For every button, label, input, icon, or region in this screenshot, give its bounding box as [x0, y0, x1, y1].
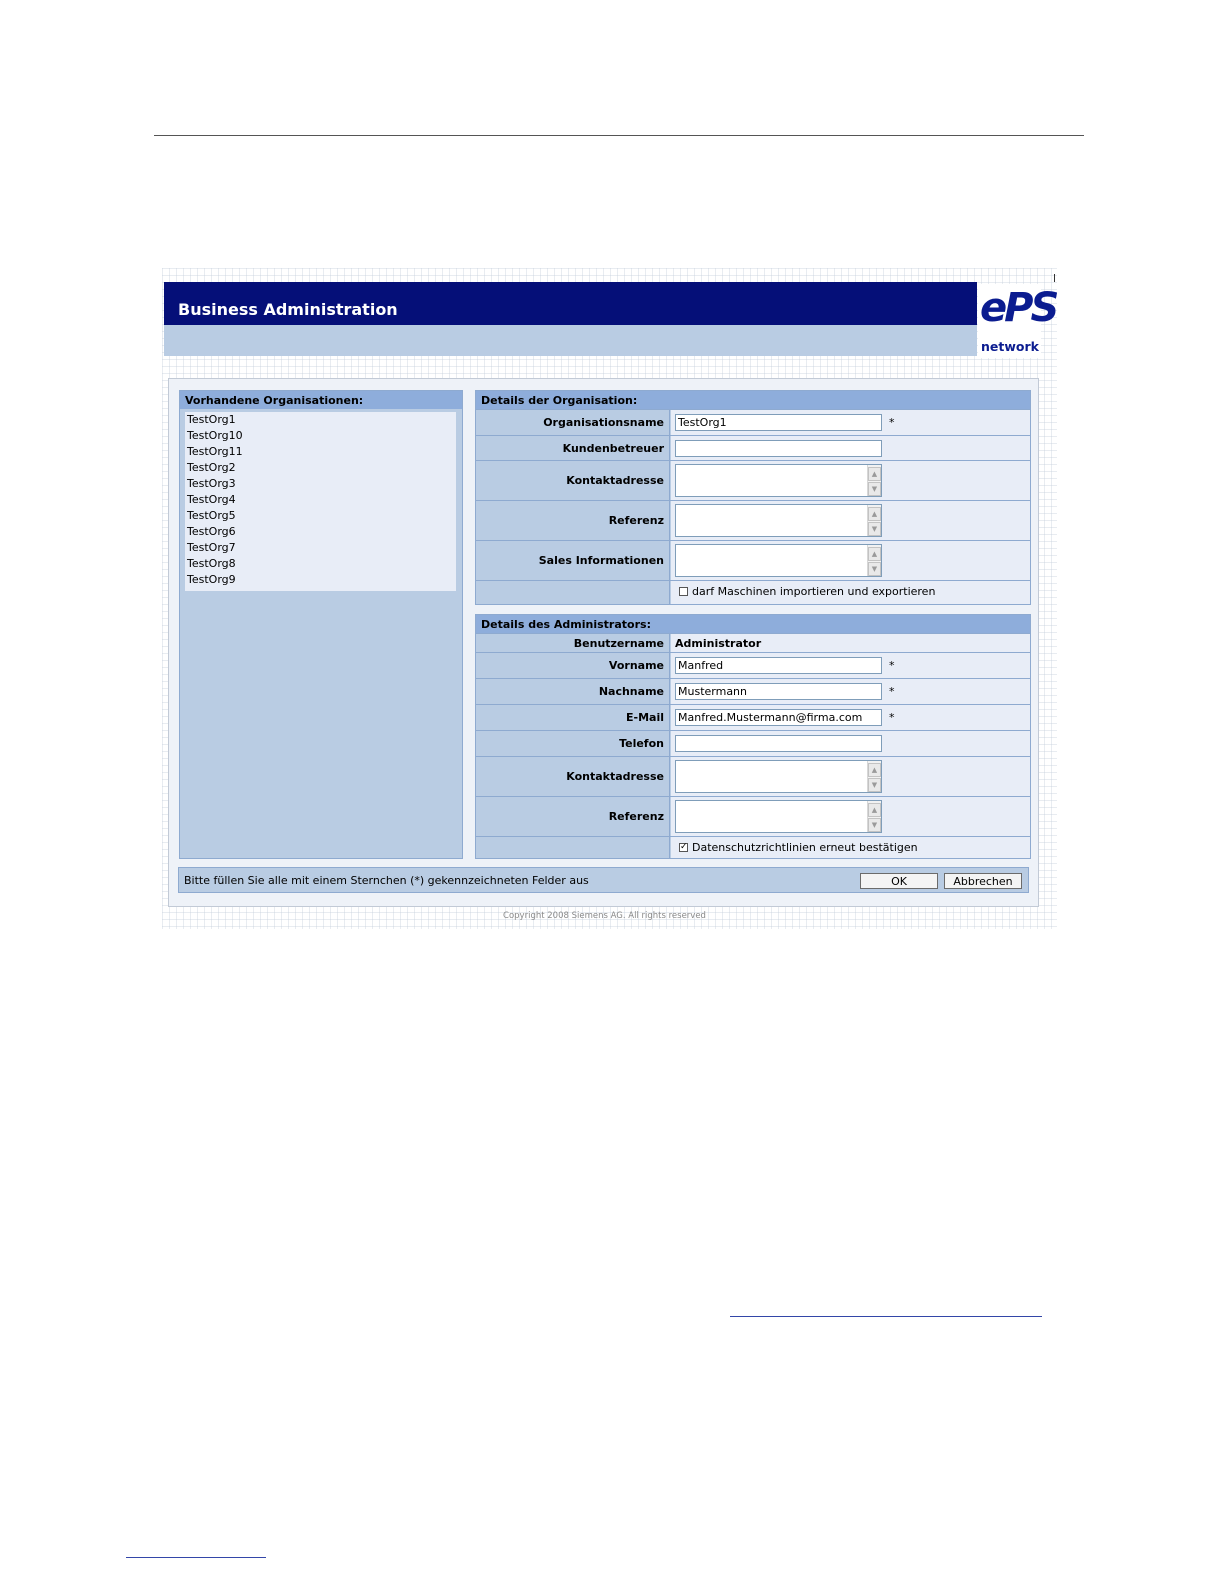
required-marker: *	[889, 416, 895, 429]
email-label: E-Mail	[626, 711, 664, 724]
list-item[interactable]: TestOrg7	[187, 541, 236, 554]
org-details-panel	[475, 390, 1031, 605]
page-header-rule	[154, 135, 1084, 136]
admin-details-header: Details des Administrators:	[476, 615, 1030, 633]
sales-info-label: Sales Informationen	[538, 554, 664, 567]
lastname-row	[476, 678, 1030, 704]
required-marker: *	[889, 711, 895, 724]
scroll-up-icon[interactable]: ▲	[868, 763, 881, 777]
required-marker: *	[889, 659, 895, 672]
account-manager-row	[476, 435, 1030, 460]
account-manager-label: Kundenbetreuer	[562, 442, 664, 455]
firstname-row	[476, 652, 1030, 678]
list-item[interactable]: TestOrg3	[187, 477, 236, 490]
admin-reference-row	[476, 796, 1030, 836]
action-bar	[178, 867, 1029, 893]
footnote-underline	[126, 1557, 266, 1558]
username-row	[476, 633, 1030, 652]
admin-contact-row	[476, 756, 1030, 796]
privacy-checkbox[interactable]: ✓	[680, 842, 688, 852]
privacy-row	[476, 836, 1030, 858]
sub-banner	[164, 325, 977, 356]
phone-input[interactable]	[675, 735, 882, 752]
admin-contact-label: Kontaktadresse	[566, 770, 664, 783]
list-item[interactable]: TestOrg1	[187, 413, 236, 426]
firstname-input[interactable]: Manfred	[675, 657, 882, 674]
org-name-label: Organisationsname	[543, 416, 664, 429]
title-banner	[164, 282, 977, 325]
admin-reference-label: Referenz	[608, 810, 664, 823]
content-frame	[168, 378, 1039, 907]
org-contact-textarea[interactable]	[675, 464, 882, 497]
import-export-row	[476, 580, 1030, 604]
scroll-down-icon[interactable]: ▼	[868, 778, 881, 792]
organizations-header: Vorhandene Organisationen:	[180, 391, 462, 409]
email-input[interactable]: Manfred.Mustermann@firma.com	[675, 709, 882, 726]
scroll-down-icon[interactable]: ▼	[868, 522, 881, 536]
sales-info-textarea[interactable]	[675, 544, 882, 577]
scrollbar[interactable]	[867, 465, 881, 496]
list-item[interactable]: TestOrg2	[187, 461, 236, 474]
org-reference-textarea[interactable]	[675, 504, 882, 537]
eps-network-logo	[978, 284, 1057, 358]
list-item[interactable]: TestOrg10	[187, 429, 243, 442]
scroll-down-icon[interactable]: ▼	[868, 562, 881, 576]
org-reference-label: Referenz	[608, 514, 664, 527]
list-item[interactable]: TestOrg6	[187, 525, 236, 538]
org-details-header: Details der Organisation:	[476, 391, 1030, 409]
import-export-label: darf Maschinen importieren und exportieren	[692, 585, 936, 598]
scroll-up-icon[interactable]: ▲	[868, 507, 881, 521]
scroll-down-icon[interactable]: ▼	[868, 482, 881, 496]
link-underline	[730, 1316, 1042, 1317]
org-contact-row	[476, 460, 1030, 500]
org-name-input[interactable]: TestOrg1	[675, 414, 882, 431]
org-reference-row	[476, 500, 1030, 540]
firstname-label: Vorname	[608, 659, 664, 672]
email-row	[476, 704, 1030, 730]
username-label: Benutzername	[573, 637, 664, 650]
scrollbar[interactable]	[867, 761, 881, 792]
username-value: Administrator	[675, 637, 762, 650]
scroll-up-icon[interactable]: ▲	[868, 803, 881, 817]
scroll-up-icon[interactable]: ▲	[868, 547, 881, 561]
admin-reference-textarea[interactable]	[675, 800, 882, 833]
import-export-checkbox[interactable]	[679, 587, 688, 596]
org-name-row	[476, 409, 1030, 435]
org-contact-label: Kontaktadresse	[566, 474, 664, 487]
list-item[interactable]: TestOrg5	[187, 509, 236, 522]
lastname-label: Nachname	[598, 685, 664, 698]
sales-info-row	[476, 540, 1030, 580]
ok-button[interactable]: OK	[860, 873, 938, 889]
list-item[interactable]: TestOrg4	[187, 493, 236, 506]
scroll-down-icon[interactable]: ▼	[868, 818, 881, 832]
privacy-label: Datenschutzrichtlinien erneut bestätigen	[692, 841, 918, 854]
scrollbar[interactable]	[867, 801, 881, 832]
organizations-list[interactable]	[185, 412, 456, 591]
corner-mark	[1054, 274, 1055, 282]
logo-eps-text: ePS	[980, 285, 1057, 331]
required-fields-hint: Bitte füllen Sie alle mit einem Sternchen (*) gekennzeichneten Felder aus	[184, 874, 589, 887]
scrollbar[interactable]	[867, 505, 881, 536]
scroll-up-icon[interactable]: ▲	[868, 467, 881, 481]
scrollbar[interactable]	[867, 545, 881, 576]
admin-contact-textarea[interactable]	[675, 760, 882, 793]
account-manager-input[interactable]	[675, 440, 882, 457]
copyright-text: Copyright 2008 Siemens AG. All rights reserved	[503, 911, 706, 921]
phone-label: Telefon	[619, 737, 664, 750]
list-item[interactable]: TestOrg8	[187, 557, 236, 570]
required-marker: *	[889, 685, 895, 698]
list-item[interactable]: TestOrg11	[187, 445, 243, 458]
admin-details-panel	[475, 614, 1031, 859]
list-item[interactable]: TestOrg9	[187, 573, 236, 586]
lastname-input[interactable]: Mustermann	[675, 683, 882, 700]
organizations-panel	[179, 390, 463, 859]
screenshot-frame	[162, 268, 1057, 929]
logo-network-text: network	[981, 339, 1039, 354]
app-title: Business Administration	[178, 300, 398, 319]
phone-row	[476, 730, 1030, 756]
cancel-button[interactable]: Abbrechen	[944, 873, 1022, 889]
